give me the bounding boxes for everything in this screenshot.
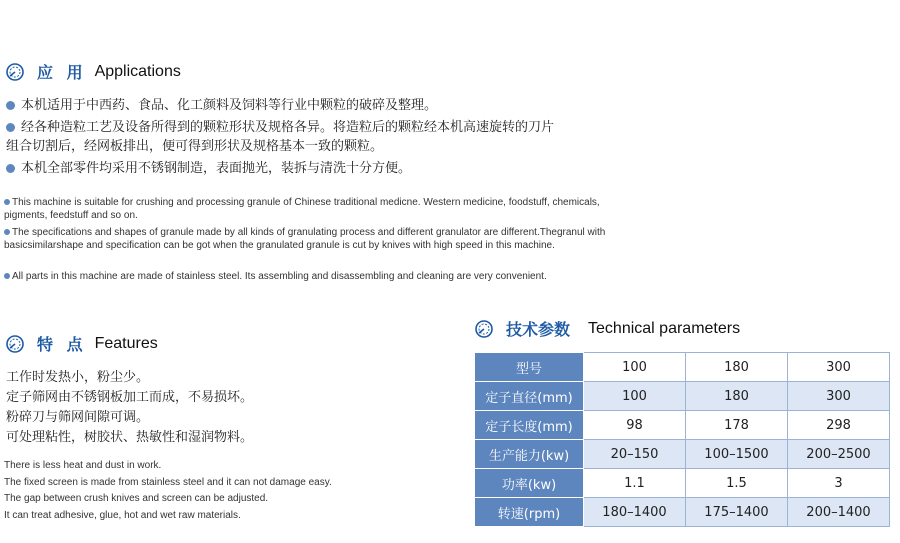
table-cell: 100 [584,382,686,411]
technical-title-zh: 技术参数 [506,320,571,339]
table-cell: 100–1500 [686,440,788,469]
feature-zh-item: 粉碎刀与筛网间隙可调。 [6,410,150,425]
table-cell: 180–1400 [584,498,686,527]
applications-title-zh: 应 用 [37,63,87,82]
feature-en-item: It can treat adhesive, glue, hot and wet raw materials. [4,509,241,521]
bullet-dot-icon [6,123,15,132]
app-bullet-en-3: All parts in this machine are made of stainless steel. Its assembling and disassembling and cleaning are very convenient. [4,270,628,283]
table-cell: 20–150 [584,440,686,469]
features-title-zh: 特 点 [37,335,87,354]
feature-en-item: The fixed screen is made from stainless steel and it can not damage easy. [4,476,332,488]
table-cell: 200–2500 [788,440,890,469]
features-header [5,332,158,355]
table-cell: 1.1 [584,469,686,498]
bullet-dot-icon [4,229,10,235]
table-row [475,353,890,382]
feature-en-item: The gap between crush knives and screen can be adjusted. [4,493,269,504]
table-cell: 300 [788,382,890,411]
table-cell: 178 [686,411,788,440]
feature-zh-item: 定子筛网由不锈钢板加工而成，不易损坏。 [6,390,254,405]
feature-zh-item: 工作时发热小，粉尘少。 [6,370,150,385]
table-row [475,382,890,411]
applications-header [5,60,181,83]
app-bullet-en-2: The specifications and shapes of granule made by all kinds of granulating process and different granulator are different.Thegranul with basicsimilarshape and specification can be got when the granulated granule is cut by knives with high speed in this machine. [4,227,606,251]
row-label: 功率(kw) [475,469,584,498]
table-cell: 200–1400 [788,498,890,527]
section-gauge-icon [5,62,25,82]
app-bullet-zh-1: 本机适用于中西药、食品、化工颜料及饲料等行业中颗粒的破碎及整理。 [6,96,437,116]
table-row [475,498,890,527]
table-cell: 98 [584,411,686,440]
technical-title-en: Technical parameters [588,319,741,337]
applications-title-en: Applications [94,62,181,80]
row-label: 生产能力(kw) [475,440,584,469]
technical-header [474,317,740,340]
app-bullet-zh-2-cont: 组合切割后，经网板排出，便可得到形状及规格基本一致的颗粒。 [6,139,384,154]
table-cell: 175–1400 [686,498,788,527]
feature-en-item: There is less heat and dust in work. [4,460,162,471]
row-label: 型号 [475,353,584,382]
bullet-dot-icon [4,199,10,205]
features-list-zh [6,368,253,448]
app-bullet-zh-3: 本机全部零件均采用不锈钢制造，表面抛光，装拆与清洗十分方便。 [6,159,411,179]
row-label: 转速(rpm) [475,498,584,527]
bullet-dot-icon [4,273,10,279]
row-label: 定子直径(mm) [475,382,584,411]
row-label: 定子长度(mm) [475,411,584,440]
table-cell: 3 [788,469,890,498]
feature-zh-item: 可处理粘性，树胶状、热敏性和湿润物料。 [6,430,254,445]
features-list-en [4,458,332,524]
table-row [475,440,890,469]
app-bullet-en-1: This machine is suitable for crushing and processing granule of Chinese traditional medicne. Western medicine, foodstuff, chemicals, pigments, feedstuff and so on. [4,197,600,221]
section-gauge-icon [474,319,494,339]
app-bullet-zh-2: 经各种造粒工艺及设备所得到的颗粒形状及规格各异。将造粒后的颗粒经本机高速旋转的刀片 [6,118,554,138]
table-cell: 180 [686,382,788,411]
table-row [475,469,890,498]
bullet-dot-icon [6,101,15,110]
table-cell: 180 [686,353,788,382]
table-row [475,411,890,440]
table-cell: 298 [788,411,890,440]
section-gauge-icon [5,334,25,354]
table-cell: 1.5 [686,469,788,498]
bullet-dot-icon [6,164,15,173]
table-cell: 300 [788,353,890,382]
table-cell: 100 [584,353,686,382]
technical-parameters-table [474,352,890,527]
features-title-en: Features [94,334,158,352]
